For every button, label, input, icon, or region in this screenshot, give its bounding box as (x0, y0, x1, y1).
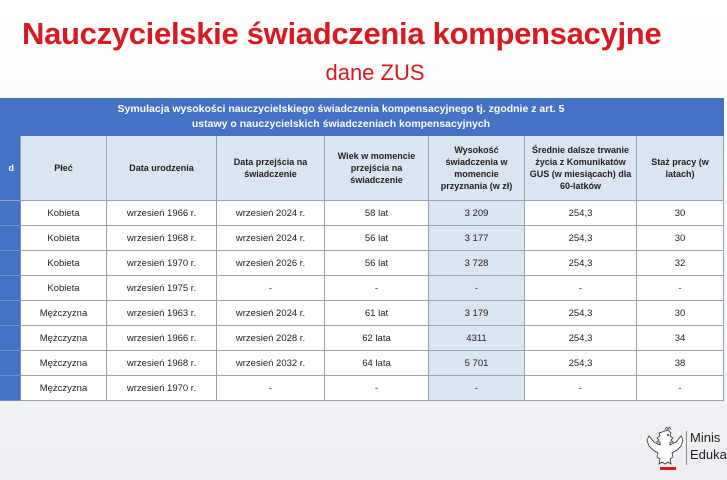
ministry-logo (650, 422, 725, 472)
age-cell: 64 lata (325, 351, 429, 376)
life-expectancy-cell: 254,3 (525, 251, 637, 276)
benefit-amount-cell: 4311 (429, 326, 525, 351)
table-row (0, 276, 724, 301)
work-experience-cell: 30 (637, 226, 724, 251)
benefit-amount-cell: 3 177 (429, 226, 525, 251)
column-header-life-expectancy: Średnie dalsze trwanie życia z Komunikatów GUS (w miesiącach) dla 60-latków (525, 136, 637, 201)
ministry-logo-text (690, 429, 727, 463)
age-cell: 62 lata (325, 326, 429, 351)
column-header-age: Wiek w momencie przejścia na świadczenie (325, 136, 429, 201)
table-row (0, 201, 724, 226)
benefit-amount-cell: - (429, 376, 525, 401)
life-expectancy-cell: - (525, 276, 637, 301)
work-experience-cell: - (637, 276, 724, 301)
page-subtitle: dane ZUS (325, 60, 425, 85)
row-number-cell (0, 251, 21, 276)
row-number-cell (0, 301, 21, 326)
transition-date-cell: wrzesień 2028 r. (217, 326, 325, 351)
gender-cell: Kobieta (21, 201, 107, 226)
life-expectancy-cell: 254,3 (525, 326, 637, 351)
transition-date-cell: - (217, 376, 325, 401)
table-header-row (0, 136, 724, 201)
column-header-birth-date: Data urodzenia (107, 136, 217, 201)
transition-date-cell: wrzesień 2032 r. (217, 351, 325, 376)
work-experience-cell: 30 (637, 201, 724, 226)
page-title: Nauczycielskie świadczenia kompensacyjne (22, 16, 662, 51)
gender-cell: Kobieta (21, 276, 107, 301)
column-header-transition-date: Data przejścia na świadczenie (217, 136, 325, 201)
ministry-logo-line-2: Eduka (690, 447, 727, 462)
column-header-lp: d (0, 136, 21, 201)
age-cell: 58 lat (325, 201, 429, 226)
birth-date-cell: wrzesień 1968 r. (107, 351, 217, 376)
row-number-cell (0, 351, 21, 376)
row-number-cell (0, 226, 21, 251)
benefit-amount-cell: 5 701 (429, 351, 525, 376)
table-row (0, 326, 724, 351)
table-caption-line-2: ustawy o nauczycielskich świadczeniach kompensacyjnych (191, 118, 491, 130)
simulation-table-container (0, 98, 723, 401)
benefit-amount-cell: 3 209 (429, 201, 525, 226)
birth-date-cell: wrzesień 1970 r. (107, 251, 217, 276)
table-row (0, 251, 724, 276)
gender-cell: Kobieta (21, 251, 107, 276)
table-row (0, 226, 724, 251)
transition-date-cell: wrzesień 2024 r. (217, 301, 325, 326)
birth-date-cell: wrzesień 1966 r. (107, 201, 217, 226)
column-header-work-experience: Staż pracy (w latach) (637, 136, 724, 201)
benefit-amount-cell: 3 728 (429, 251, 525, 276)
life-expectancy-cell: - (525, 376, 637, 401)
table-caption-row (0, 99, 724, 136)
row-number-cell (0, 376, 21, 401)
work-experience-cell: 30 (637, 301, 724, 326)
column-header-benefit-amount: Wysokość świadczenia w momencie przyznania (w zł) (429, 136, 525, 201)
age-cell: 56 lat (325, 251, 429, 276)
gender-cell: Kobieta (21, 226, 107, 251)
transition-date-cell: wrzesień 2026 r. (217, 251, 325, 276)
row-number-cell (0, 326, 21, 351)
table-caption-line-1: Symulacja wysokości nauczycielskiego świadczenia kompensacyjnego tj. zgodnie z art. 5 (117, 103, 565, 115)
transition-date-cell: - (217, 276, 325, 301)
gender-cell: Mężczyzna (21, 301, 107, 326)
work-experience-cell: 38 (637, 351, 724, 376)
table-row (0, 351, 724, 376)
life-expectancy-cell: 254,3 (525, 301, 637, 326)
gender-cell: Mężczyzna (21, 351, 107, 376)
row-number-cell (0, 201, 21, 226)
life-expectancy-cell: 254,3 (525, 226, 637, 251)
work-experience-cell: 32 (637, 251, 724, 276)
life-expectancy-cell: 254,3 (525, 201, 637, 226)
benefit-amount-cell: - (429, 276, 525, 301)
row-number-cell (0, 276, 21, 301)
birth-date-cell: wrzesień 1968 r. (107, 226, 217, 251)
transition-date-cell: wrzesień 2024 r. (217, 201, 325, 226)
ministry-logo-line-1: Minis (690, 430, 721, 445)
life-expectancy-cell: 254,3 (525, 351, 637, 376)
table-row (0, 376, 724, 401)
age-cell: - (325, 276, 429, 301)
benefit-amount-cell: 3 179 (429, 301, 525, 326)
birth-date-cell: wrzesień 1963 r. (107, 301, 217, 326)
work-experience-cell: 34 (637, 326, 724, 351)
age-cell: 56 lat (325, 226, 429, 251)
transition-date-cell: wrzesień 2024 r. (217, 226, 325, 251)
table-caption (0, 99, 724, 136)
birth-date-cell: wrzesień 1970 r. (107, 376, 217, 401)
polish-eagle-emblem-icon (650, 426, 686, 470)
birth-date-cell: wrzesień 1975 r. (107, 276, 217, 301)
gender-cell: Mężczyzna (21, 326, 107, 351)
work-experience-cell: - (637, 376, 724, 401)
table-row (0, 301, 724, 326)
simulation-table (0, 98, 724, 401)
birth-date-cell: wrzesień 1966 r. (107, 326, 217, 351)
gender-cell: Mężczyzna (21, 376, 107, 401)
age-cell: 61 lat (325, 301, 429, 326)
column-header-gender: Płeć (21, 136, 107, 201)
age-cell: - (325, 376, 429, 401)
